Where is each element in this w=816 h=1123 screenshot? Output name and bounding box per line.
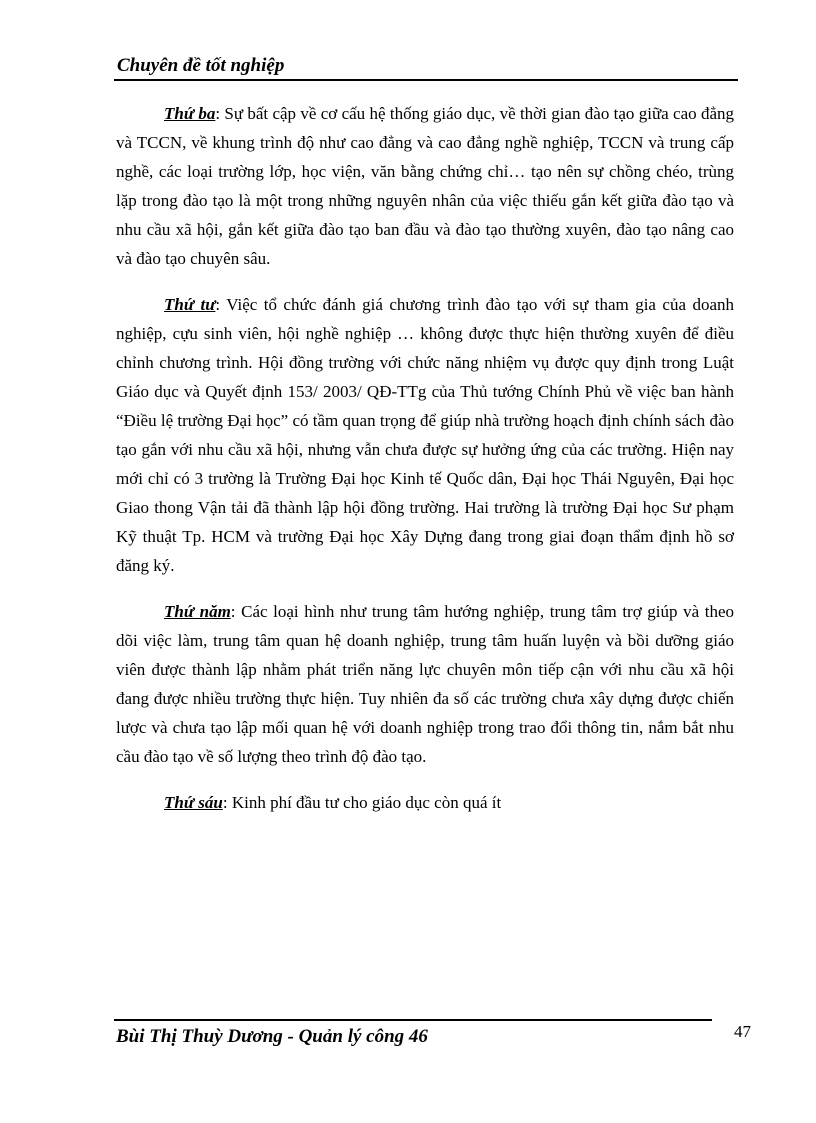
footer-author: Bùi Thị Thuỳ Dương - Quản lý công 46	[116, 1026, 428, 1047]
paragraph-lead: Thứ năm	[164, 602, 231, 621]
paragraph-thu-ba	[116, 99, 734, 273]
paragraph-thu-sau	[116, 788, 734, 817]
footer-divider	[114, 1019, 712, 1021]
page-header-title: Chuyên đề tốt nghiệp	[117, 55, 285, 76]
paragraph-text: : Kinh phí đầu tư cho giáo dục còn quá ít	[222, 793, 502, 812]
page-number: 47	[734, 1022, 751, 1041]
paragraph-thu-nam	[116, 597, 734, 771]
paragraph-lead: Thứ sáu	[164, 793, 223, 812]
paragraph-lead: Thứ tư	[164, 295, 216, 314]
paragraph-thu-tu	[116, 290, 734, 580]
header-divider	[114, 79, 738, 81]
document-body	[116, 99, 734, 834]
paragraph-text: : Việc tổ chức đánh giá chương trình đào tạo với sự tham gia của doanh nghiệp, cựu sinh viên, hội nghề nghiệp … không được thực hiện thường xuyên để điều chỉnh chương trình. Hội đồng trường với chức năng nhiệm vụ được quy định trong Luật Giáo dục và Quyết định 153/ 2003/ QĐ-TTg của Thủ tướng Chính Phủ về việc ban hành “Điều lệ trường Đại học” có tầm quan trọng để giúp nhà trường hoạch định chính sách đào tạo gắn với nhu cầu xã hội, nhưng vẫn chưa được sự hưởng ứng của các trường. Hiện nay mới chỉ có 3 trường là Trường Đại học Kinh tế Quốc dân, Đại học Thái Nguyên, Đại học Giao thong Vận tải đã thành lập hội đồng trường. Hai trường là trường Đại học Sư phạm Kỹ thuật Tp. HCM và trường Đại học Xây Dựng đang trong giai đoạn thẩm định hồ sơ đăng ký.	[116, 295, 735, 575]
paragraph-text: : Sự bất cập về cơ cấu hệ thống giáo dục, về thời gian đào tạo giữa cao đẳng và TCCN, về khung trình độ như cao đẳng và cao đẳng nghề nghiệp, TCCN và trung cấp nghề, các loại trường lớp, học viện, văn bằng chứng chỉ… tạo nên sự chồng chéo, trùng lặp trong đào tạo là một trong những nguyên nhân của việc thiếu gắn kết giữa đào tạo và nhu cầu xã hội, gắn kết giữa đào tạo ban đầu và đào tạo thường xuyên, đào tạo nâng cao và đào tạo chuyên sâu.	[116, 104, 734, 268]
paragraph-lead: Thứ ba	[164, 104, 216, 123]
paragraph-text: : Các loại hình như trung tâm hướng nghiệp, trung tâm trợ giúp và theo dõi việc làm, trung tâm quan hệ doanh nghiệp, trung tâm huấn luyện và bồi dưỡng giáo viên được thành lập nhằm phát triển năng lực chuyên môn tiếp cận với nhu cầu xã hội đang được nhiều trường thực hiện. Tuy nhiên đa số các trường chưa xây dựng được chiến lược và chưa tạo lập mối quan hệ với doanh nghiệp trong trao đổi thông tin, nắm bắt nhu cầu đào tạo về số lượng theo trình độ đào tạo.	[116, 602, 735, 766]
